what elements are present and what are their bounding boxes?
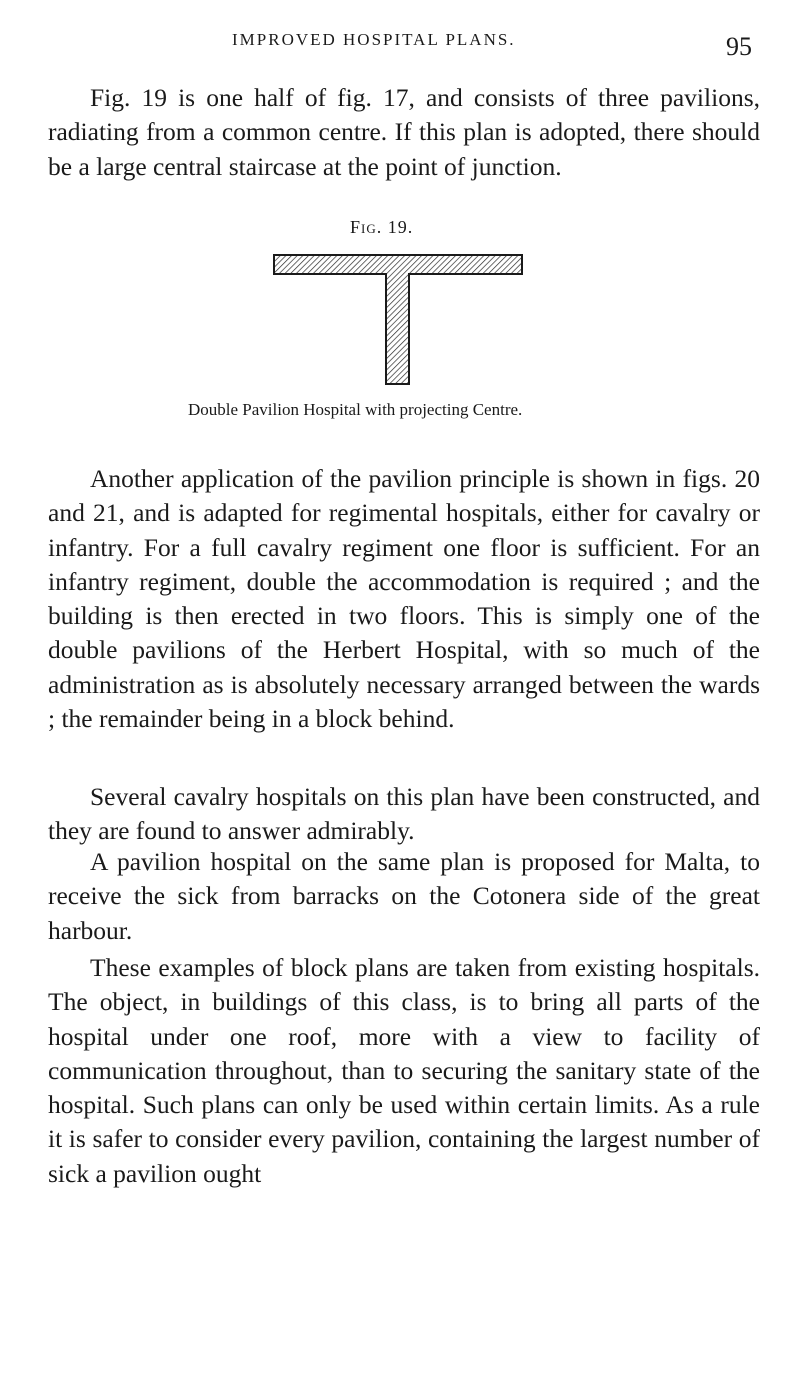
paragraph-3: Several cavalry hospitals on this plan have been constructed, and they are found to answer admirably. xyxy=(48,782,760,846)
paragraph-2: Another application of the pavilion principle is shown in figs. 20 and 21, and is adapted for regimental hospitals, either for cavalry or infantry. For a full cavalry regiment one floor is sufficient. For an infantry regiment, double the accommodation is required ; and the building is then erected in two floors. This is simply one of the double pavilions of the Herbert Hospital, with so much of the administration as is absolutely necessary arranged between the wards ; the remainder being in a block behind. xyxy=(48,464,760,734)
paragraph-1: Fig. 19 is one half of fig. 17, and consists of three pavilions, radiating from a common centre. If this plan is adopted, there should be a large central staircase at the point of junction. xyxy=(48,83,760,181)
figure-label: Fig. 19. xyxy=(350,217,414,237)
page-number: 95 xyxy=(726,32,752,61)
figure-caption: Double Pavilion Hospital with projecting Centre. xyxy=(188,400,523,419)
t-plan-outline xyxy=(274,255,522,384)
t-shaped-plan-figure xyxy=(272,252,524,388)
paragraph-4: A pavilion hospital on the same plan is proposed for Malta, to receive the sick from barracks on the Cotonera side of the great harbour. xyxy=(48,847,760,945)
running-head: IMPROVED HOSPITAL PLANS. xyxy=(232,30,516,49)
paragraph-5: These examples of block plans are taken from existing hospitals. The object, in buildings of this class, is to bring all parts of the hospital under one roof, more with a view to facility of communication throughout, than to securing the sanitary state of the hospital. Such plans can only be used within certain limits. As a rule it is safer to consider every pavilion, containing the largest number of sick a pavilion ought xyxy=(48,953,760,1188)
